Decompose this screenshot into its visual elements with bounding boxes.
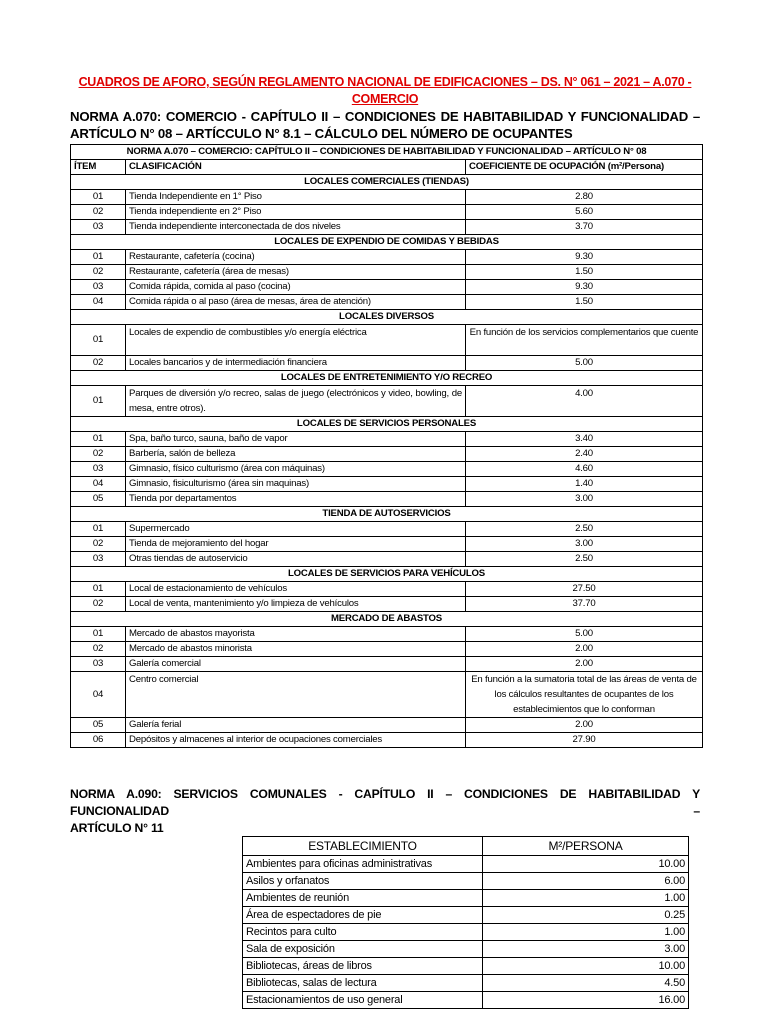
m2-per-person-cell: 16.00 [483,992,689,1009]
coefficient-cell: 9.30 [466,250,703,265]
classification-cell: Otras tiendas de autoservicio [126,552,466,567]
establishment-cell: Ambientes de reunión [243,890,483,907]
establishment-cell: Asilos y orfanatos [243,873,483,890]
coefficient-cell: 5.00 [466,627,703,642]
classification-cell: Gimnasio, físico culturismo (área con máquinas) [126,462,466,477]
table-row [71,627,703,642]
table-row [71,477,703,492]
table-row [71,522,703,537]
table-row [71,386,703,417]
classification-cell: Locales bancarios y de intermediación financiera [126,356,466,371]
item-cell: 02 [71,205,126,220]
table-row [243,975,689,992]
item-cell: 02 [71,642,126,657]
table-row [243,941,689,958]
m2-per-person-cell: 10.00 [483,958,689,975]
establishment-cell: Área de espectadores de pie [243,907,483,924]
table-row [71,220,703,235]
item-cell: 03 [71,462,126,477]
table1-section-row [71,612,703,627]
table-row [243,924,689,941]
table-row [71,733,703,748]
coefficient-cell: 3.00 [466,537,703,552]
classification-cell: Gimnasio, fisiculturismo (área sin maquinas) [126,477,466,492]
classification-cell: Mercado de abastos minorista [126,642,466,657]
table1-caption-row [71,145,703,160]
table-row [71,250,703,265]
coefficient-cell: 2.40 [466,447,703,462]
coefficient-cell: 3.00 [466,492,703,507]
table-row [243,856,689,873]
establishment-cell: Estacionamientos de uso general [243,992,483,1009]
item-cell: 01 [71,522,126,537]
table1-section-title: LOCALES DIVERSOS [71,310,703,325]
table-row [71,190,703,205]
coefficient-cell: 27.50 [466,582,703,597]
coefficient-cell: 4.00 [466,386,703,417]
coefficient-cell: 1.50 [466,265,703,280]
classification-cell: Comida rápida o al paso (área de mesas, área de atención) [126,295,466,310]
table-row [71,582,703,597]
table1-section-row [71,175,703,190]
table-row [71,462,703,477]
item-cell: 01 [71,250,126,265]
table-row [243,958,689,975]
table-row [71,432,703,447]
classification-cell: Tienda Independiente en 1° Piso [126,190,466,205]
table-row [71,552,703,567]
item-cell: 01 [71,386,126,417]
table-row [71,265,703,280]
item-cell: 01 [71,325,126,356]
table2-header-cell: M²/PERSONA [483,837,689,856]
item-cell: 03 [71,280,126,295]
item-cell: 04 [71,672,126,718]
item-cell: 03 [71,657,126,672]
coefficient-cell: 1.40 [466,477,703,492]
classification-cell: Local de estacionamiento de vehículos [126,582,466,597]
table-row [71,325,703,356]
table1-section-title: LOCALES DE SERVICIOS PERSONALES [71,417,703,432]
classification-cell: Depósitos y almacenes al interior de ocupaciones comerciales [126,733,466,748]
heading-norma-a090 [70,786,700,837]
coefficient-cell: 3.70 [466,220,703,235]
table-row [71,280,703,295]
coefficient-cell: 2.50 [466,522,703,537]
table-row [71,447,703,462]
classification-cell: Spa, baño turco, sauna, baño de vapor [126,432,466,447]
classification-cell: Supermercado [126,522,466,537]
table-row [71,597,703,612]
table1-header-cell: ÍTEM [71,160,126,175]
table1-section-row [71,310,703,325]
item-cell: 05 [71,718,126,733]
m2-per-person-cell: 4.50 [483,975,689,992]
classification-cell: Local de venta, mantenimiento y/o limpieza de vehículos [126,597,466,612]
item-cell: 03 [71,220,126,235]
document-title: CUADROS DE AFORO, SEGÚN REGLAMENTO NACIONAL DE EDIFICACIONES – DS. N° 061 – 2021 – A.070 - COMERCIO [78,75,692,106]
m2-per-person-cell: 1.00 [483,924,689,941]
classification-cell: Locales de expendio de combustibles y/o energía eléctrica [126,325,466,356]
coefficient-cell: 5.60 [466,205,703,220]
table1-section-title: TIENDA DE AUTOSERVICIOS [71,507,703,522]
item-cell: 05 [71,492,126,507]
item-cell: 04 [71,295,126,310]
item-cell: 04 [71,477,126,492]
table1-section-title: MERCADO DE ABASTOS [71,612,703,627]
table1-caption: NORMA A.070 – COMERCIO: CAPÍTULO II – CONDICIONES DE HABITABILIDAD Y FUNCIONALIDAD – ARTÍCULO N° 08 [71,145,703,160]
item-cell: 02 [71,265,126,280]
classification-cell: Restaurante, cafetería (área de mesas) [126,265,466,280]
table-row [71,492,703,507]
classification-cell: Barbería, salón de belleza [126,447,466,462]
classification-cell: Tienda independiente interconectada de dos niveles [126,220,466,235]
heading-a090-line2: ARTÍCULO N° 11 [70,821,164,835]
item-cell: 02 [71,356,126,371]
table1-section-row [71,417,703,432]
classification-cell: Parques de diversión y/o recreo, salas de juego (electrónicos y video, bowling, de mesa, entre otros). [126,386,466,417]
classification-cell: Tienda de mejoramiento del hogar [126,537,466,552]
coefficient-cell: 5.00 [466,356,703,371]
table-row [243,873,689,890]
establishment-cell: Bibliotecas, áreas de libros [243,958,483,975]
classification-cell: Galería comercial [126,657,466,672]
classification-cell: Comida rápida, comida al paso (cocina) [126,280,466,295]
table1-section-row [71,507,703,522]
item-cell: 02 [71,597,126,612]
item-cell: 01 [71,190,126,205]
item-cell: 02 [71,537,126,552]
heading-norma-a070 [70,108,700,142]
table1-section-title: LOCALES COMERCIALES (TIENDAS) [71,175,703,190]
classification-cell: Tienda por departamentos [126,492,466,507]
table-row [71,537,703,552]
table-row [243,890,689,907]
item-cell: 01 [71,432,126,447]
table-row [71,718,703,733]
item-cell: 02 [71,447,126,462]
table-row [71,672,703,718]
coefficient-cell: 9.30 [466,280,703,295]
coefficient-cell: 27.90 [466,733,703,748]
establishment-cell: Recintos para culto [243,924,483,941]
table1-section-title: LOCALES DE SERVICIOS PARA VEHÍCULOS [71,567,703,582]
item-cell: 01 [71,582,126,597]
table1-section-title: LOCALES DE ENTRETENIMIENTO Y/O RECREO [71,371,703,386]
coefficient-cell: 2.80 [466,190,703,205]
coefficient-cell: En función de los servicios complementarios que cuente [466,325,703,356]
table1-section-row [71,567,703,582]
establishment-cell: Sala de exposición [243,941,483,958]
item-cell: 06 [71,733,126,748]
coefficient-cell: 3.40 [466,432,703,447]
table1-header-cell: COEFICIENTE DE OCUPACIÓN (m²/Persona) [466,160,703,175]
classification-cell: Mercado de abastos mayorista [126,627,466,642]
coefficient-cell: 4.60 [466,462,703,477]
m2-per-person-cell: 6.00 [483,873,689,890]
classification-cell: Centro comercial [126,672,466,718]
occupancy-table-a070 [70,144,703,748]
coefficient-cell: 2.00 [466,718,703,733]
coefficient-cell: En función a la sumatoria total de las áreas de venta de los cálculos resultantes de ocupantes de los establecimientos que lo conforman [466,672,703,718]
m2-per-person-cell: 10.00 [483,856,689,873]
occupancy-table-a090 [242,836,689,1009]
table1-section-title: LOCALES DE EXPENDIO DE COMIDAS Y BEBIDAS [71,235,703,250]
table-row [71,642,703,657]
establishment-cell: Ambientes para oficinas administrativas [243,856,483,873]
coefficient-cell: 2.00 [466,642,703,657]
table1-header-cell: CLASIFICACIÓN [126,160,466,175]
classification-cell: Tienda independiente en 2° Piso [126,205,466,220]
coefficient-cell: 37.70 [466,597,703,612]
coefficient-cell: 1.50 [466,295,703,310]
table2-header-row [243,837,689,856]
table-row [243,992,689,1009]
classification-cell: Galería ferial [126,718,466,733]
table1-section-row [71,235,703,250]
table-row [71,295,703,310]
table-row [71,205,703,220]
table1-header-row [71,160,703,175]
item-cell: 01 [71,627,126,642]
table-row [71,657,703,672]
m2-per-person-cell: 3.00 [483,941,689,958]
m2-per-person-cell: 0.25 [483,907,689,924]
classification-cell: Restaurante, cafetería (cocina) [126,250,466,265]
table2-header-cell: ESTABLECIMIENTO [243,837,483,856]
table-row [71,356,703,371]
item-cell: 03 [71,552,126,567]
table-row [243,907,689,924]
m2-per-person-cell: 1.00 [483,890,689,907]
table1-section-row [71,371,703,386]
heading-a070-line1: NORMA A.070: COMERCIO - CAPÍTULO II – CONDICIONES DE HABITABILIDAD Y FUNCIONALIDAD – [70,109,700,124]
heading-a070-line2: ARTÍCULO N° 08 – ARTÍCCULO N° 8.1 – CÁLCULO DEL NÚMERO DE OCUPANTES [70,126,573,141]
heading-a090-line1: NORMA A.090: SERVICIOS COMUNALES - CAPÍTULO II – CONDICIONES DE HABITABILIDAD Y FUNCIONALIDAD – [70,787,700,818]
coefficient-cell: 2.50 [466,552,703,567]
coefficient-cell: 2.00 [466,657,703,672]
establishment-cell: Bibliotecas, salas de lectura [243,975,483,992]
